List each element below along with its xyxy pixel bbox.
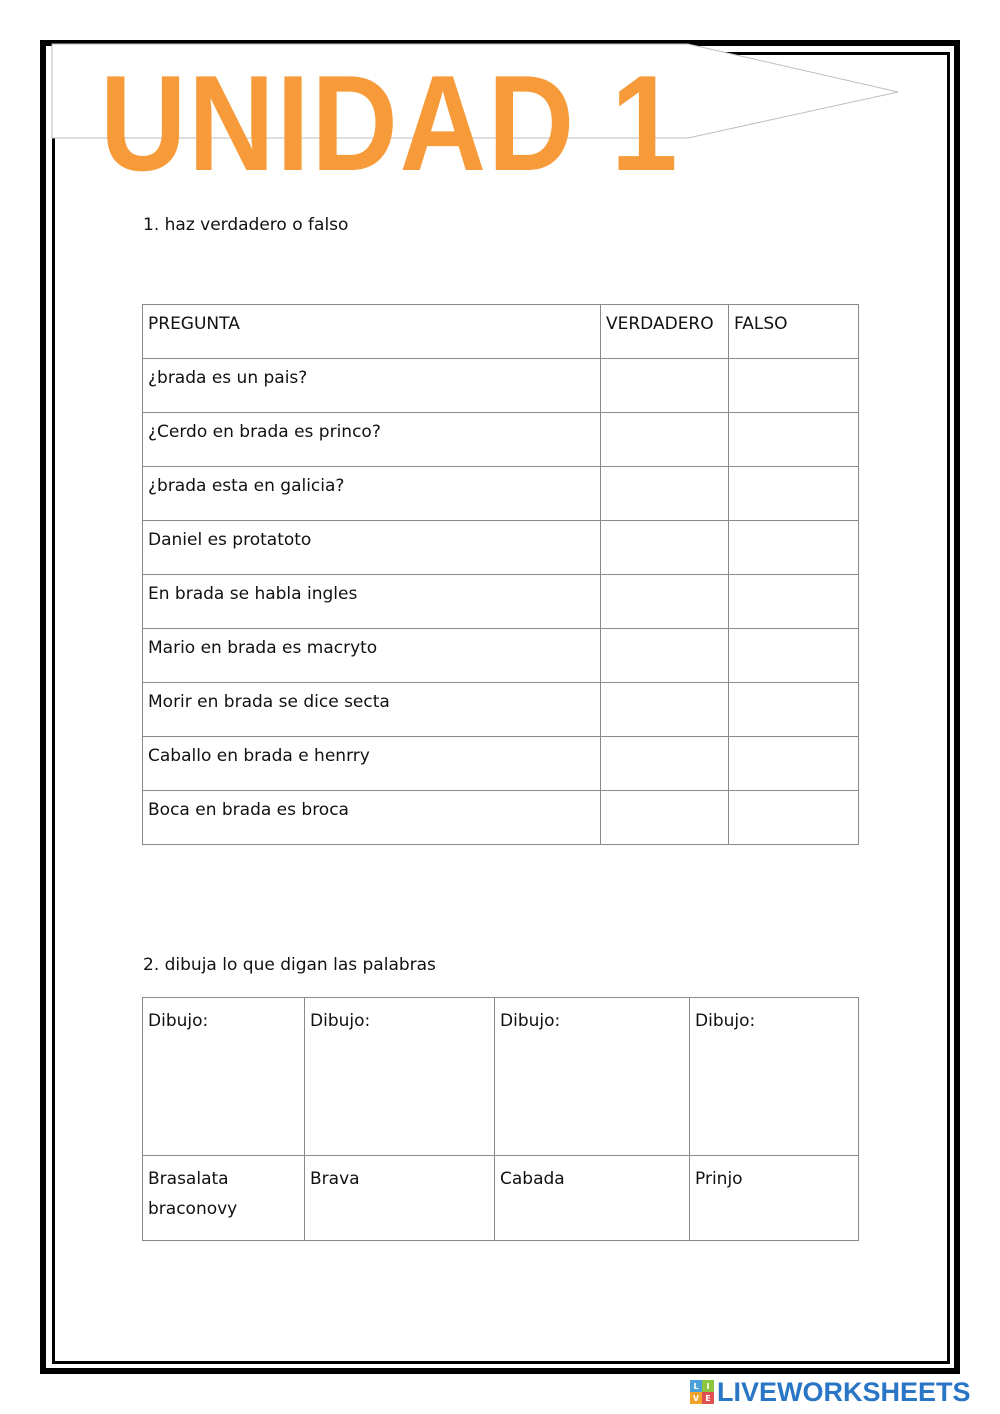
table-row xyxy=(143,575,859,629)
answer-cell-verdadero[interactable] xyxy=(601,629,729,683)
answer-cell-verdadero[interactable] xyxy=(601,791,729,845)
watermark-text: LIVEWORKSHEETS xyxy=(717,1376,971,1407)
table-row xyxy=(143,629,859,683)
question-text: Daniel es protatoto xyxy=(143,521,601,575)
liveworksheets-logo-icon: L I V E xyxy=(690,1380,714,1404)
table-row xyxy=(143,521,859,575)
table-row xyxy=(143,467,859,521)
table-header-row xyxy=(143,305,859,359)
question-text: ¿brada es un pais? xyxy=(143,359,601,413)
question-2-heading: 2. dibuja lo que digan las palabras xyxy=(143,955,436,975)
answer-cell-falso[interactable] xyxy=(729,791,859,845)
table-row xyxy=(143,737,859,791)
word-cell: Cabada xyxy=(495,1156,690,1241)
answer-cell-verdadero[interactable] xyxy=(601,683,729,737)
drawing-cell[interactable]: Dibujo: xyxy=(143,998,305,1156)
drawing-cell[interactable]: Dibujo: xyxy=(690,998,859,1156)
question-text: En brada se habla ingles xyxy=(143,575,601,629)
answer-cell-falso[interactable] xyxy=(729,575,859,629)
table-row xyxy=(143,791,859,845)
table-row xyxy=(143,359,859,413)
header-verdadero: VERDADERO xyxy=(601,305,729,359)
question-text: ¿Cerdo en brada es princo? xyxy=(143,413,601,467)
answer-cell-verdadero[interactable] xyxy=(601,737,729,791)
word-cell: Prinjo xyxy=(690,1156,859,1241)
answer-cell-verdadero[interactable] xyxy=(601,575,729,629)
word-cell: Brava xyxy=(305,1156,495,1241)
title-banner xyxy=(48,40,908,178)
word-cell: Brasalata braconovy xyxy=(143,1156,305,1241)
table-row xyxy=(143,413,859,467)
question-1-heading: 1. haz verdadero o falso xyxy=(143,215,349,235)
answer-cell-falso[interactable] xyxy=(729,683,859,737)
liveworksheets-watermark xyxy=(690,1378,971,1406)
drawing-row xyxy=(143,998,859,1156)
answer-cell-falso[interactable] xyxy=(729,737,859,791)
table-row xyxy=(143,683,859,737)
word-row xyxy=(143,1156,859,1241)
header-pregunta: PREGUNTA xyxy=(143,305,601,359)
question-text: Mario en brada es macryto xyxy=(143,629,601,683)
answer-cell-verdadero[interactable] xyxy=(601,467,729,521)
header-falso: FALSO xyxy=(729,305,859,359)
question-text: Morir en brada se dice secta xyxy=(143,683,601,737)
answer-cell-falso[interactable] xyxy=(729,521,859,575)
unit-title: UNIDAD 1 xyxy=(100,68,680,178)
answer-cell-verdadero[interactable] xyxy=(601,521,729,575)
answer-cell-falso[interactable] xyxy=(729,359,859,413)
question-text: Caballo en brada e henrry xyxy=(143,737,601,791)
answer-cell-verdadero[interactable] xyxy=(601,413,729,467)
question-text: ¿brada esta en galicia? xyxy=(143,467,601,521)
drawing-table xyxy=(142,997,859,1241)
drawing-cell[interactable]: Dibujo: xyxy=(495,998,690,1156)
answer-cell-falso[interactable] xyxy=(729,413,859,467)
answer-cell-falso[interactable] xyxy=(729,467,859,521)
drawing-cell[interactable]: Dibujo: xyxy=(305,998,495,1156)
answer-cell-falso[interactable] xyxy=(729,629,859,683)
question-text: Boca en brada es broca xyxy=(143,791,601,845)
answer-cell-verdadero[interactable] xyxy=(601,359,729,413)
true-false-table xyxy=(142,304,859,845)
